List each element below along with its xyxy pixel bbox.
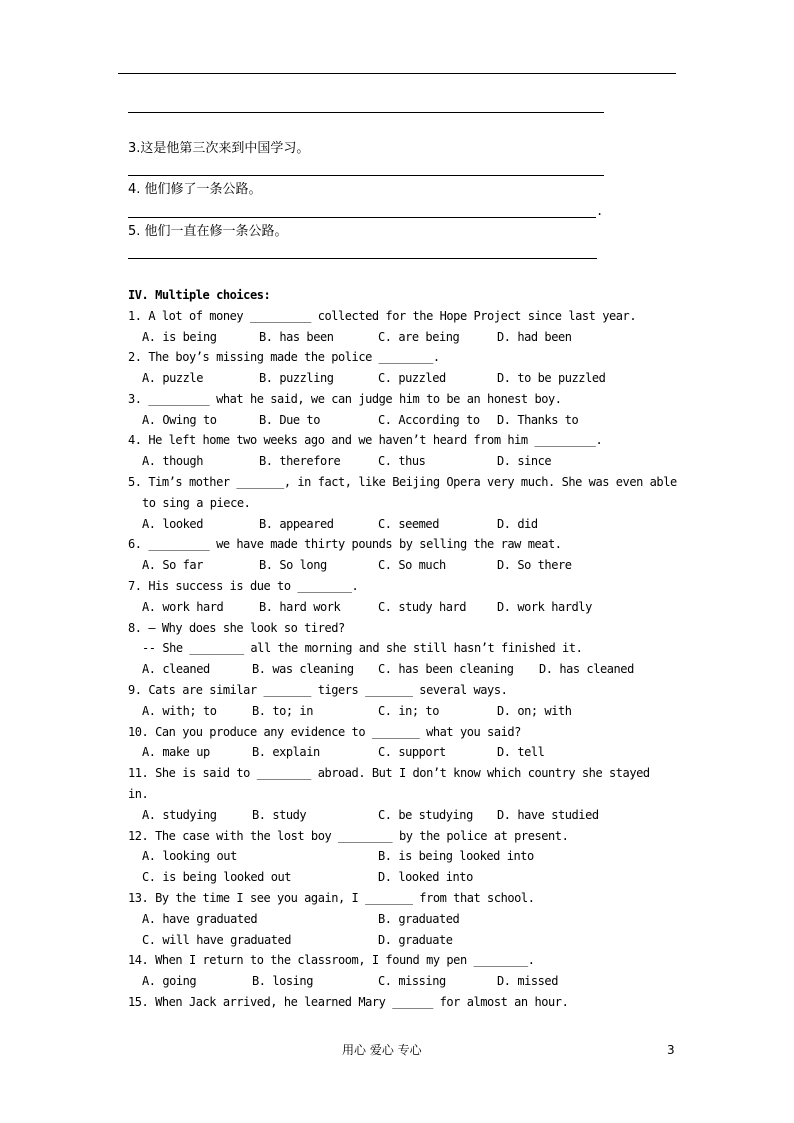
question-stem: 2. The boy’s missing made the police ________. [128, 350, 440, 364]
option: A. though [142, 454, 203, 468]
option: D. have studied [497, 808, 599, 822]
option: C. has been cleaning [378, 662, 514, 676]
option: B. was cleaning [252, 662, 354, 676]
option: B. graduated [378, 912, 460, 926]
option: D. on; with [497, 704, 572, 718]
option: A. So far [142, 558, 203, 572]
option: D. missed [497, 974, 558, 988]
option: D. graduate [378, 933, 453, 947]
translation-item-5: 5. 他们一直在修一条公路。 [128, 224, 288, 239]
option: D. looked into [378, 870, 473, 884]
answer-line [128, 217, 596, 218]
option: B. therefore [259, 454, 341, 468]
answer-line-period: . [596, 204, 603, 218]
option: A. studying [142, 808, 217, 822]
option: B. explain [252, 745, 320, 759]
option: C. be studying [378, 808, 473, 822]
question-stem-cont: to sing a piece. [142, 496, 251, 510]
option: C. thus [378, 454, 426, 468]
option: B. losing [252, 974, 313, 988]
option: D. has cleaned [539, 662, 634, 676]
option: C. in; to [378, 704, 439, 718]
option: C. puzzled [378, 371, 446, 385]
option: C. missing [378, 974, 446, 988]
option: C. According to [378, 413, 480, 427]
option: B. Due to [259, 413, 320, 427]
option: C. study hard [378, 600, 467, 614]
question-stem-cont: -- She ________ all the morning and she still hasn’t finished it. [142, 641, 583, 655]
answer-line [128, 258, 597, 259]
option: D. did [497, 517, 538, 531]
option: D. since [497, 454, 552, 468]
option: A. have graduated [142, 912, 258, 926]
option: B. hard work [259, 600, 341, 614]
question-stem-cont: in. [128, 787, 149, 801]
question-stem: 14. When I return to the classroom, I found my pen ________. [128, 953, 535, 967]
option: C. seemed [378, 517, 439, 531]
section-title: IV. Multiple choices: [128, 288, 271, 302]
page-number: 3 [667, 1043, 675, 1057]
translation-item-3: 3.这是他第三次来到中国学习。 [128, 141, 310, 156]
option: A. puzzle [142, 371, 203, 385]
option: D. So there [497, 558, 572, 572]
question-stem: 1. A lot of money _________ collected for the Hope Project since last year. [128, 309, 637, 323]
question-stem: 8. – Why does she look so tired? [128, 621, 345, 635]
option: D. tell [497, 745, 545, 759]
option: B. puzzling [259, 371, 334, 385]
question-stem: 4. He left home two weeks ago and we haven’t heard from him _________. [128, 433, 603, 447]
question-stem: 9. Cats are similar _______ tigers _______ several ways. [128, 683, 508, 697]
option: D. work hardly [497, 600, 592, 614]
answer-line [128, 112, 604, 113]
question-stem: 10. Can you produce any evidence to _______ what you said? [128, 725, 521, 739]
option: B. to; in [252, 704, 313, 718]
option: B. has been [259, 330, 334, 344]
option: B. study [252, 808, 307, 822]
question-stem: 11. She is said to ________ abroad. But I don’t know which country she stayed [128, 766, 650, 780]
option: B. is being looked into [378, 849, 534, 863]
option: B. appeared [259, 517, 334, 531]
option: C. will have graduated [142, 933, 292, 947]
option: A. looking out [142, 849, 237, 863]
option: A. work hard [142, 600, 224, 614]
question-stem: 13. By the time I see you again, I _______ from that school. [128, 891, 535, 905]
option: A. cleaned [142, 662, 210, 676]
option: A. is being [142, 330, 217, 344]
option: C. is being looked out [142, 870, 292, 884]
header-rule [118, 73, 676, 74]
option: B. So long [259, 558, 327, 572]
question-stem: 6. _________ we have made thirty pounds by selling the raw meat. [128, 537, 562, 551]
option: A. make up [142, 745, 210, 759]
option: A. looked [142, 517, 203, 531]
option: D. had been [497, 330, 572, 344]
question-stem: 7. His success is due to ________. [128, 579, 359, 593]
option: A. with; to [142, 704, 217, 718]
answer-line [128, 175, 604, 176]
question-stem: 5. Tim’s mother _______, in fact, like Beijing Opera very much. She was even able [128, 475, 677, 489]
option: A. going [142, 974, 197, 988]
option: C. are being [378, 330, 460, 344]
option: D. Thanks to [497, 413, 579, 427]
footer-motto: 用心 爱心 专心 [342, 1043, 422, 1057]
question-stem: 12. The case with the lost boy ________ by the police at present. [128, 829, 569, 843]
question-stem: 15. When Jack arrived, he learned Mary ______ for almost an hour. [128, 995, 569, 1009]
translation-item-4: 4. 他们修了一条公路。 [128, 182, 262, 197]
option: A. Owing to [142, 413, 217, 427]
question-stem: 3. _________ what he said, we can judge him to be an honest boy. [128, 392, 562, 406]
option: C. support [378, 745, 446, 759]
option: D. to be puzzled [497, 371, 606, 385]
option: C. So much [378, 558, 446, 572]
